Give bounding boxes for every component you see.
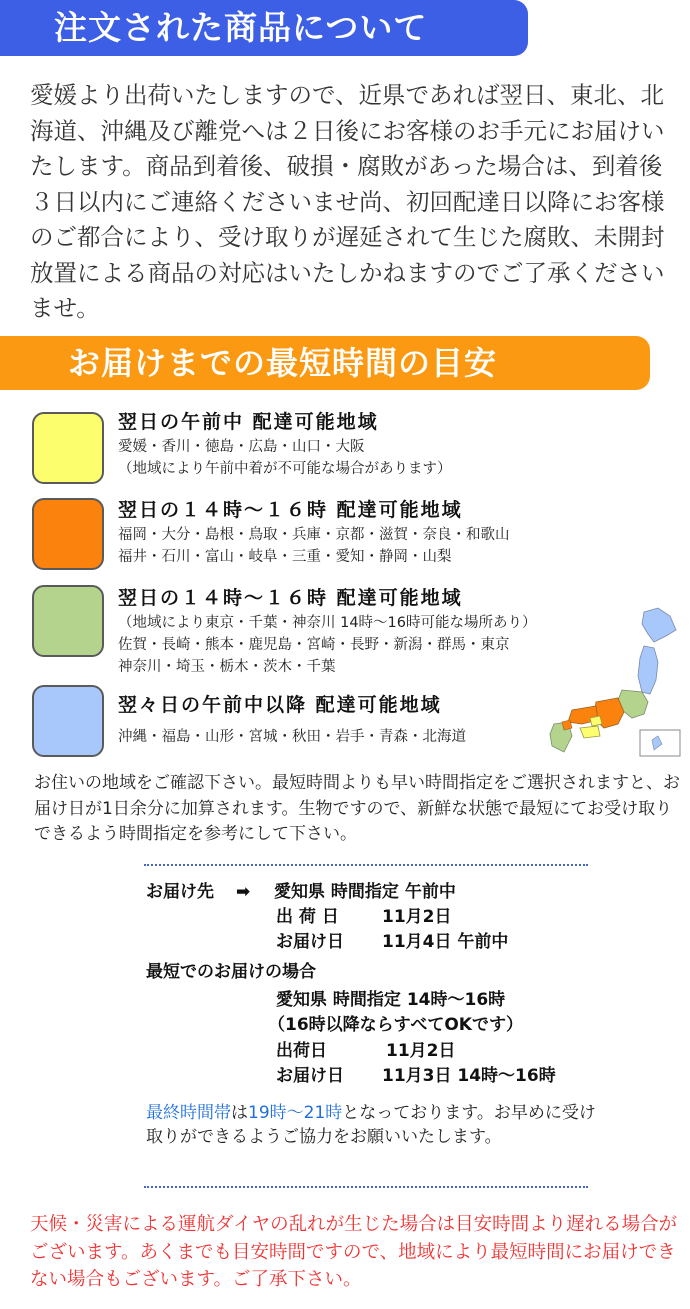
schedule-delivery-label: お届け日 [276, 1066, 344, 1086]
info-text: お住いの地域をご確認下さい。最短時間よりも早い時間指定をご選択されますと、お届け日が1日余分に加算されます。生物ですので、新鮮な状態で最短にてお受け取りできるよう時間指定を参考にして下さい。 [34, 773, 680, 844]
schedule-delivery-value: 11月3日 14時～16時 [382, 1066, 556, 1086]
delivery-time-banner: お届けまでの最短時間の目安 [0, 336, 650, 390]
arrow-right-icon: ➡ [236, 882, 251, 902]
region-prefectures: 沖縄・福島・山形・宮城・秋田・岩手・青森・北海道 [118, 729, 466, 745]
region-note: （地域により東京・千葉・神奈川 14時～16時可能な場所あり） [118, 615, 537, 631]
region-next-day-afternoon-east [118, 584, 588, 678]
region-prefectures: 神奈川・埼玉・栃木・茨木・千葉 [118, 659, 336, 675]
final-time-note [146, 1101, 596, 1149]
final-time-range: 19時～21時 [248, 1103, 343, 1123]
orange-region-swatch [32, 498, 104, 570]
yellow-region-swatch [32, 412, 104, 484]
schedule-fastest-label: 最短でのお届けの場合 [146, 962, 316, 982]
schedule-delivery-label: お届け日 [276, 932, 344, 952]
green-region-swatch [32, 585, 104, 657]
schedule-dest-value: 愛知県 時間指定 午前中 [274, 882, 456, 902]
region-title: 翌日の１４時～１６時 配達可能地域 [118, 499, 463, 521]
schedule-delivery-value: 11月4日 午前中 [382, 932, 509, 952]
order-banner: 注文された商品について [0, 0, 528, 56]
region-title: 翌日の午前中 配達可能地域 [118, 411, 379, 433]
region-title: 翌日の１４時～１６時 配達可能地域 [118, 587, 463, 609]
schedule-dest-label: お届け先 [146, 882, 214, 902]
final-time-label: 最終時間帯 [146, 1103, 231, 1123]
schedule-fastest-note: （16時以降ならすべてOKです） [268, 1015, 523, 1035]
final-note-text: となっております。お早めに受け取りができるようご協力をお願いいたします。 [146, 1103, 596, 1147]
blue-region-swatch [32, 685, 104, 757]
region-prefectures: 愛媛・香川・徳島・広島・山口・大阪 [118, 439, 365, 455]
dotted-divider [144, 1186, 588, 1188]
region-prefectures: 福岡・大分・島根・鳥取・兵庫・京都・滋賀・奈良・和歌山 [118, 527, 510, 543]
final-note-connector: は [231, 1103, 248, 1123]
region-prefectures: 佐賀・長崎・熊本・鹿児島・宮崎・長野・新潟・群馬・東京 [118, 637, 510, 653]
region-note: （地域により午前中着が不可能な場合があります） [118, 461, 452, 477]
region-two-days [118, 691, 588, 748]
schedule-ship-value: 11月2日 [386, 1041, 456, 1061]
region-next-day-morning [118, 408, 588, 480]
schedule-ship-label: 出荷日 [276, 1041, 327, 1061]
region-title: 翌々日の午前中以降 配達可能地域 [118, 694, 442, 716]
schedule-ship-value: 11月2日 [382, 907, 452, 927]
delay-warning: 天候・災害による運航ダイヤの乱れが生じた場合は目安時間より遅れる場合がございます。あくまでも目安時間ですので、地域により最短時間にお届けできない場合もございます。ご了承下さい。 [30, 1214, 678, 1290]
region-next-day-afternoon-west [118, 496, 588, 568]
shipping-notice: 愛媛より出荷いたしますので、近県であれば翌日、東北、北海道、沖縄及び離党へは２日後にお客様のお手元にお届けいたします。商品到着後、破損・腐敗があった場合は、到着後３日以内にご連絡くださいませ尚、初回配達日以降にお客様のご都合により、受け取りが遅延されて生じた腐敗、未開封放置による商品の対応はいたしかねますのでご了承くださいませ。 [30, 81, 665, 322]
schedule-ship-label: 出 荷 日 [276, 907, 339, 927]
japan-map-icon [548, 606, 684, 758]
schedule-fastest-dest: 愛知県 時間指定 14時～16時 [276, 990, 506, 1010]
dotted-divider [144, 864, 588, 866]
region-prefectures: 福井・石川・富山・岐阜・三重・愛知・静岡・山梨 [118, 549, 452, 565]
